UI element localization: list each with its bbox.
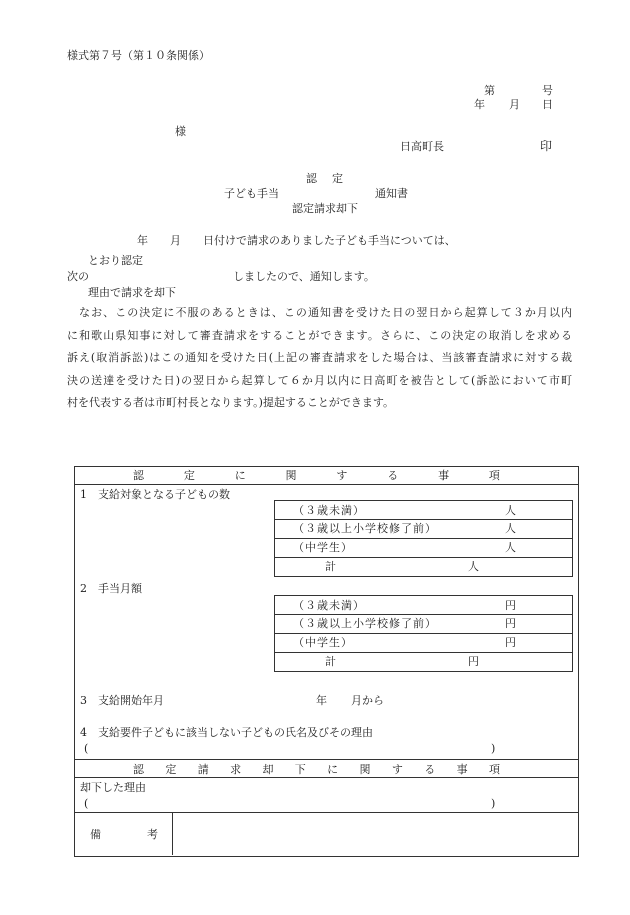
appeal-notice: [67, 302, 572, 415]
amount-total-label: 計: [325, 655, 336, 668]
body-option-reject: 理由で請求を却下: [88, 286, 176, 299]
title-child-allowance: 子ども手当: [224, 187, 279, 200]
header-char: 項: [488, 763, 500, 776]
header-char: す: [391, 763, 403, 776]
appeal-notice-line: 訴え(取消訴訟)はこの通知を受けた日(上記の審査請求をした場合は、当該審査請求に対する裁: [67, 351, 572, 364]
amount-under3-unit: 円: [505, 599, 516, 612]
header-char: 下: [294, 763, 306, 776]
row-divider: [74, 812, 578, 813]
count-preschool-unit: 人: [505, 522, 516, 535]
header-char: 却: [262, 763, 274, 776]
appeal-notice-line: 決の送達を受けた日)の翌日から起算して６か月以内に日高町を被告として(訴訟において市町: [67, 373, 572, 387]
rejection-reason-label: 却下した理由: [80, 781, 146, 794]
start-month-unit: 月から: [351, 694, 384, 707]
title-rejection: 認定請求却下: [292, 202, 358, 215]
item4-label: 4 支給要件子どもに該当しない子どもの氏名及びその理由: [80, 726, 373, 739]
start-year-unit: 年: [316, 694, 327, 707]
remarks-divider: [172, 812, 173, 855]
body-next: 次の: [67, 270, 89, 283]
body-option-approve: とおり認定: [88, 254, 143, 267]
header-char: 求: [230, 763, 242, 776]
count-preschool-label: （３歳以上小学校修了前）: [293, 522, 437, 535]
count-total-unit: 人: [468, 560, 479, 573]
count-under3-unit: 人: [505, 504, 516, 517]
title-notice: 通知書: [375, 187, 408, 200]
sender-title: 日高町長: [400, 140, 444, 153]
doc-number-prefix: 第: [484, 84, 495, 97]
date-year: 年: [474, 98, 485, 111]
row-divider: [74, 759, 578, 760]
rejection-section-header: [133, 761, 500, 778]
appeal-notice-line: に和歌山県知事に対して審査請求をすることができます。さらに、この決定の取消しを求める: [67, 328, 572, 342]
amount-junior-high-unit: 円: [505, 636, 516, 649]
row-divider: [274, 652, 572, 653]
header-char: 定: [183, 469, 195, 482]
header-char: る: [387, 469, 399, 482]
count-junior-high-label: （中学生）: [293, 541, 353, 554]
header-char: る: [424, 763, 436, 776]
amount-preschool-label: （３歳以上小学校修了前）: [293, 617, 437, 630]
item4-open-paren: (: [84, 742, 89, 755]
header-char: に: [327, 763, 339, 776]
count-total-label: 計: [325, 560, 336, 573]
header-char: 認: [133, 469, 144, 482]
body-request-line: 年 月 日付けで請求のありました子ども手当については、: [137, 234, 456, 247]
header-char: に: [234, 469, 246, 482]
doc-number-suffix: 号: [542, 84, 553, 97]
header-char: 事: [456, 763, 468, 776]
remarks-label-2: 考: [147, 828, 158, 841]
approval-section-header: [133, 467, 500, 484]
item3-label: 3 支給開始年月: [80, 694, 164, 707]
row-divider: [74, 777, 578, 778]
date-month: 月: [509, 98, 520, 111]
header-char: 請: [197, 763, 209, 776]
row-divider: [274, 557, 572, 558]
count-junior-high-unit: 人: [505, 541, 516, 554]
date-day: 日: [542, 98, 553, 111]
remarks-label-1: 備: [90, 828, 101, 841]
amount-preschool-unit: 円: [505, 617, 516, 630]
item1-label: 1 支給対象となる子どもの数: [80, 488, 230, 501]
rejection-close-paren: ): [491, 797, 496, 810]
body-notify: しましたので、通知します。: [233, 270, 375, 283]
item2-label: 2 手当月額: [80, 582, 142, 595]
header-char: 定: [165, 763, 177, 776]
header-char: 項: [488, 469, 500, 482]
appeal-notice-line: 村を代表する者は市町村長となります。)提起することができます。: [67, 396, 395, 409]
count-under3-label: （３歳未満）: [293, 504, 365, 517]
amount-total-unit: 円: [468, 655, 479, 668]
rejection-open-paren: (: [84, 797, 89, 810]
form-number: 様式第７号（第１０条関係）: [67, 49, 210, 62]
header-char: 関: [359, 763, 371, 776]
amount-under3-label: （３歳未満）: [293, 599, 365, 612]
header-char: 関: [285, 469, 297, 482]
header-char: す: [336, 469, 348, 482]
row-divider: [74, 484, 578, 485]
amount-junior-high-label: （中学生）: [293, 636, 353, 649]
title-approval: 認 定: [306, 172, 345, 185]
appeal-notice-line: なお、この決定に不服のあるときは、この通知書を受けた日の翌日から起算して３か月以内: [67, 306, 572, 319]
header-char: 認: [133, 763, 144, 776]
header-char: 事: [438, 469, 450, 482]
item4-close-paren: ): [491, 742, 496, 755]
addressee-honorific: 様: [175, 125, 186, 138]
seal-mark: 印: [540, 139, 553, 153]
